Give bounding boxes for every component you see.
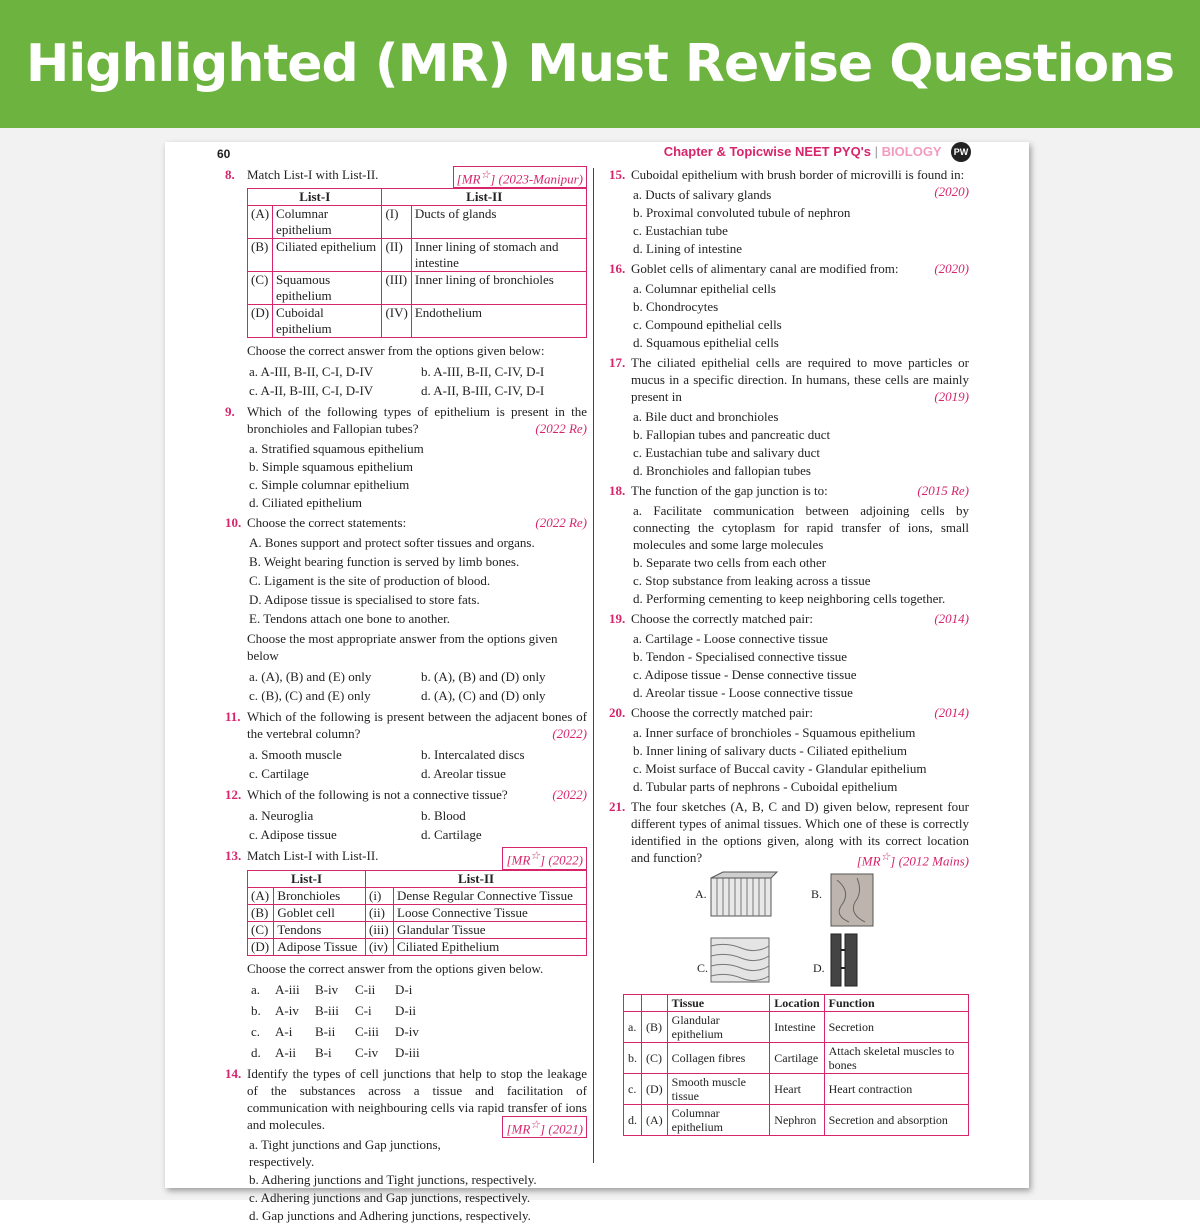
- figure-label-d: D.: [813, 961, 825, 975]
- option-b: b. Chondrocytes: [633, 299, 719, 314]
- year-tag: (2022): [552, 787, 587, 803]
- options: [633, 186, 969, 257]
- option-a: a. A-III, B-II, C-I, D-IV: [249, 364, 374, 380]
- option-b: b. Proximal convoluted tubule of nephron: [633, 205, 851, 220]
- question-text: Choose the correctly matched pair:: [631, 611, 813, 626]
- option-a: a. Ducts of salivary glands: [633, 187, 772, 202]
- header-function: Function: [824, 995, 968, 1012]
- question-text: Cuboidal epithelium with brush border of microvilli is found in:: [631, 167, 965, 182]
- option-b: b. Inner lining of salivary ducts - Ciliated epithelium: [633, 743, 908, 758]
- instruction: Choose the correct answer from the options given below:: [247, 343, 545, 359]
- figure-label-b: B.: [811, 887, 823, 901]
- question-9: [225, 403, 587, 511]
- year-tag: (2019): [934, 389, 969, 404]
- year-label: (2021): [548, 1120, 583, 1136]
- question-10: [225, 514, 587, 705]
- option-c: c. Moist surface of Buccal cavity - Glandular epithelium: [633, 761, 927, 776]
- question-text: Which of the following types of epithelium is present in the bronchioles and Fallopian tubes?: [247, 404, 587, 437]
- options: [249, 667, 587, 705]
- option-c: c. Adhering junctions and Gap junctions, respectively.: [249, 1189, 531, 1205]
- list-2-header: List-II: [382, 189, 587, 206]
- table-row: (D) Cuboidal epithelium (IV) Endothelium: [248, 305, 587, 338]
- option-c: c. A-II, B-III, C-I, D-IV: [249, 383, 374, 399]
- table-row: (B) Goblet cell (ii) Loose Connective Tissue: [248, 904, 587, 921]
- question-text: The function of the gap junction is to:: [631, 483, 828, 498]
- option-b: b. A-III, B-II, C-IV, D-I: [421, 364, 545, 380]
- year-tag: (2015 Re): [917, 483, 969, 498]
- mr-label: MR: [861, 853, 881, 869]
- question-text: Choose the correctly matched pair:: [631, 705, 813, 720]
- options: [633, 408, 969, 479]
- question-number: 15.: [609, 167, 626, 182]
- left-column: [225, 166, 587, 1227]
- statement: E. Tendons attach one bone to another.: [249, 611, 451, 627]
- year-label: (2022): [548, 852, 583, 868]
- option-c: c. Cartilage: [249, 766, 309, 782]
- options: [249, 440, 587, 511]
- list-1-header: List-I: [248, 189, 382, 206]
- option-b: b. Blood: [421, 808, 466, 824]
- question-number: 18.: [609, 483, 626, 498]
- option-c: c. Adipose tissue: [249, 827, 337, 843]
- question-text: Identify the types of cell junctions that help to stop the leakage of the substances across a tissue and facilitation of communication with neighbouring cells via rapid transfer of ions and molecules.: [247, 1065, 587, 1132]
- option-b: b. Fallopian tubes and pancreatic duct: [633, 427, 831, 442]
- question-16: [609, 260, 969, 351]
- option-d: d. Gap junctions and Adhering junctions, respectively.: [249, 1207, 531, 1223]
- option-a: a. Stratified squamous epithelium: [249, 441, 424, 457]
- question-number: 12.: [225, 787, 242, 803]
- options: [633, 724, 969, 795]
- table-row: (D) Adipose Tissue (iv) Ciliated Epithelium: [248, 938, 587, 955]
- tissue-table: [623, 994, 969, 1136]
- year-tag: (2022 Re): [535, 515, 587, 531]
- year-tag: (2014): [934, 705, 969, 720]
- option-b: b. Intercalated discs: [421, 747, 525, 763]
- question-text: Which of the following is not a connective tissue?: [247, 787, 508, 803]
- match-table: [247, 870, 587, 956]
- table-row: (C) Squamous epithelium (III) Inner lining of bronchioles: [248, 272, 587, 305]
- option-d: d. Bronchioles and fallopian tubes: [633, 463, 811, 478]
- option-c: c. Eustachian tube and salivary duct: [633, 445, 820, 460]
- figure-label-a: A.: [695, 887, 707, 901]
- header-location: Location: [770, 995, 824, 1012]
- mr-label: MR: [511, 1120, 531, 1136]
- year-label: (2023-Manipur): [498, 171, 583, 187]
- table-row: (B) Ciliated epithelium (II) Inner lining of stomach and intestine: [248, 239, 587, 272]
- options: [249, 362, 587, 400]
- options: a. A-iii B-iv C-ii D-i b. A-iv B-iii C-i D-ii c. A-i B-ii C-iii D-iv d. A-ii B-i C-iv D-iii: [251, 981, 420, 1060]
- question-19: [609, 610, 969, 701]
- book-title: Chapter & Topicwise NEET PYQ's: [663, 144, 872, 159]
- question-text: Goblet cells of alimentary canal are modified from:: [631, 261, 899, 276]
- question-text: Choose the correct statements:: [247, 515, 407, 531]
- question-text: Match List-I with List-II.: [247, 848, 379, 864]
- running-header: [664, 144, 967, 159]
- option-b: b. Separate two cells from each other: [633, 555, 827, 570]
- logo-text: PW: [953, 147, 969, 157]
- option-a: a. Facilitate communication between adjoining cells by connecting the cytoplasm for rapid transfer of ions, small molecules and some large molecules: [633, 503, 969, 552]
- question-number: 20.: [609, 705, 626, 720]
- question-number: 14.: [225, 1065, 242, 1081]
- question-text: Match List-I with List-II.: [247, 167, 379, 182]
- question-18: [609, 482, 969, 607]
- option-a: a. (A), (B) and (E) only: [249, 669, 372, 685]
- list-1-header: List-I: [248, 870, 366, 887]
- year-label: (2012 Mains): [898, 853, 969, 869]
- figure-label-c: C.: [697, 961, 709, 975]
- option-b: b. Tendon - Specialised connective tissue: [633, 649, 848, 664]
- option-d: d. A-II, B-III, C-IV, D-I: [421, 383, 545, 399]
- option-d: d. Lining of intestine: [633, 241, 743, 256]
- option-c: c. Simple columnar epithelium: [249, 477, 410, 493]
- mr-label: MR: [511, 852, 531, 868]
- options: [633, 280, 969, 351]
- option-d: d. Areolar tissue - Loose connective tissue: [633, 685, 853, 700]
- option-b: b. Simple squamous epithelium: [249, 459, 413, 475]
- question-12: [225, 786, 587, 844]
- table-row: c. (D) Smooth muscle tissue Heart Heart contraction: [624, 1074, 969, 1105]
- option-a: a. Cartilage - Loose connective tissue: [633, 631, 828, 646]
- instruction: Choose the most appropriate answer from the options given below: [247, 631, 558, 664]
- question-text: The four sketches (A, B, C and D) given below, represent four different types of animal tissues. Which one of these is correctly identified in the options given, along with its correct location and function?: [631, 799, 969, 865]
- year-tag: [MR☆] (2023-Manipur): [453, 166, 587, 188]
- option-d: d. (A), (C) and (D) only: [421, 688, 546, 704]
- cardiac-muscle-sketch: [827, 932, 863, 988]
- option-d: d. Tubular parts of nephrons - Cuboidal epithelium: [633, 779, 898, 794]
- option-a: a. Tight junctions and Gap junctions, respectively.: [249, 1136, 441, 1169]
- option-d: d. Ciliated epithelium: [249, 495, 363, 511]
- options: [633, 502, 969, 607]
- options: [249, 745, 587, 783]
- mr-label: MR: [461, 171, 481, 187]
- collagen-fibres-sketch: [711, 936, 771, 984]
- option-c: c. Stop substance from leaking across a tissue: [633, 573, 871, 588]
- option-b: b. (A), (B) and (D) only: [421, 669, 546, 685]
- option-d: d. Squamous epithelial cells: [633, 335, 779, 350]
- option-a: a. Smooth muscle: [249, 747, 342, 763]
- options: [249, 1136, 587, 1224]
- question-14: [225, 1065, 587, 1224]
- option-b: b. Adhering junctions and Tight junctions, respectively.: [249, 1171, 537, 1187]
- question-20: [609, 704, 969, 795]
- option-d: d. Performing cementing to keep neighboring cells together.: [633, 591, 946, 606]
- question-15: [609, 166, 969, 257]
- question-number: 9.: [225, 404, 235, 420]
- year-tag: (2022 Re): [535, 421, 587, 437]
- year-tag: [MR☆] (2022): [502, 847, 587, 869]
- column-divider: [593, 168, 594, 1163]
- option-c: c. (B), (C) and (E) only: [249, 688, 371, 704]
- option-a: a. Bile duct and bronchioles: [633, 409, 779, 424]
- question-number: 21.: [609, 799, 626, 814]
- option-a: a. Inner surface of bronchioles - Squamous epithelium: [633, 725, 916, 740]
- match-table: [247, 188, 587, 338]
- year-tag: (2020): [934, 184, 969, 199]
- table-row: (C) Tendons (iii) Glandular Tissue: [248, 921, 587, 938]
- question-number: 8.: [225, 167, 235, 182]
- statement: D. Adipose tissue is specialised to store fats.: [249, 592, 480, 608]
- options: [633, 630, 969, 701]
- instruction: Choose the correct answer from the options given below.: [247, 960, 544, 976]
- book-page: [165, 142, 1029, 1223]
- question-number: 17.: [609, 355, 626, 370]
- table-row: (A) Columnar epithelium (I) Ducts of glands: [248, 206, 587, 239]
- statement: B. Weight bearing function is served by limb bones.: [249, 554, 520, 570]
- year-tag: [MR☆] (2021): [502, 1116, 587, 1138]
- question-8: [225, 166, 587, 400]
- promo-banner: [0, 0, 1200, 128]
- header-separator: |: [874, 144, 879, 159]
- option-c: c. Compound epithelial cells: [633, 317, 782, 332]
- table-row: d. (A) Columnar epithelium Nephron Secretion and absorption: [624, 1105, 969, 1136]
- option-d: d. Areolar tissue: [421, 766, 506, 782]
- option-d: d. Cartilage: [421, 827, 482, 843]
- year-tag: (2014): [934, 611, 969, 626]
- glandular-tissue-sketch: [827, 872, 877, 928]
- question-text: Which of the following is present between the adjacent bones of the vertebral column?: [247, 709, 587, 742]
- year-tag: (2022): [552, 726, 587, 742]
- option-a: a. Neuroglia: [249, 808, 314, 824]
- question-number: 16.: [609, 261, 626, 276]
- year-tag: [MR☆] (2012 Mains): [856, 851, 969, 869]
- question-number: 13.: [225, 848, 242, 864]
- page-number: 60: [217, 147, 231, 161]
- question-number: 11.: [225, 709, 241, 725]
- header-tissue: Tissue: [667, 995, 770, 1012]
- statements: [249, 534, 587, 627]
- list-2-header: List-II: [366, 870, 587, 887]
- statement: A. Bones support and protect softer tissues and organs.: [249, 535, 535, 551]
- question-11: [225, 708, 587, 783]
- banner-title: Highlighted (MR) Must Revise Questions: [25, 34, 1175, 94]
- table-row: a. (B) Glandular epithelium Intestine Secretion: [624, 1012, 969, 1043]
- question-21: [609, 798, 969, 869]
- question-number: 10.: [225, 515, 242, 531]
- statement: C. Ligament is the site of production of blood.: [249, 573, 491, 589]
- question-number: 19.: [609, 611, 626, 626]
- table-row: b. (C) Collagen fibres Cartilage Attach skeletal muscles to bones: [624, 1043, 969, 1074]
- option-a: a. Columnar epithelial cells: [633, 281, 776, 296]
- subject-label: BIOLOGY: [881, 144, 942, 159]
- question-text: The ciliated epithelial cells are required to move particles or mucus in a specific direction. In humans, these cells are mainly present in: [631, 355, 969, 404]
- table-row: (A) Bronchioles (i) Dense Regular Connective Tissue: [248, 887, 587, 904]
- pw-logo-icon: [951, 142, 971, 162]
- question-17: [609, 354, 969, 479]
- columnar-epithelium-sketch: [709, 872, 777, 920]
- options: [249, 806, 587, 844]
- tissue-sketches: [609, 872, 969, 990]
- option-c: c. Eustachian tube: [633, 223, 728, 238]
- option-c: c. Adipose tissue - Dense connective tissue: [633, 667, 857, 682]
- year-tag: (2020): [934, 261, 969, 276]
- question-13: [225, 847, 587, 1060]
- right-column: [609, 166, 969, 1136]
